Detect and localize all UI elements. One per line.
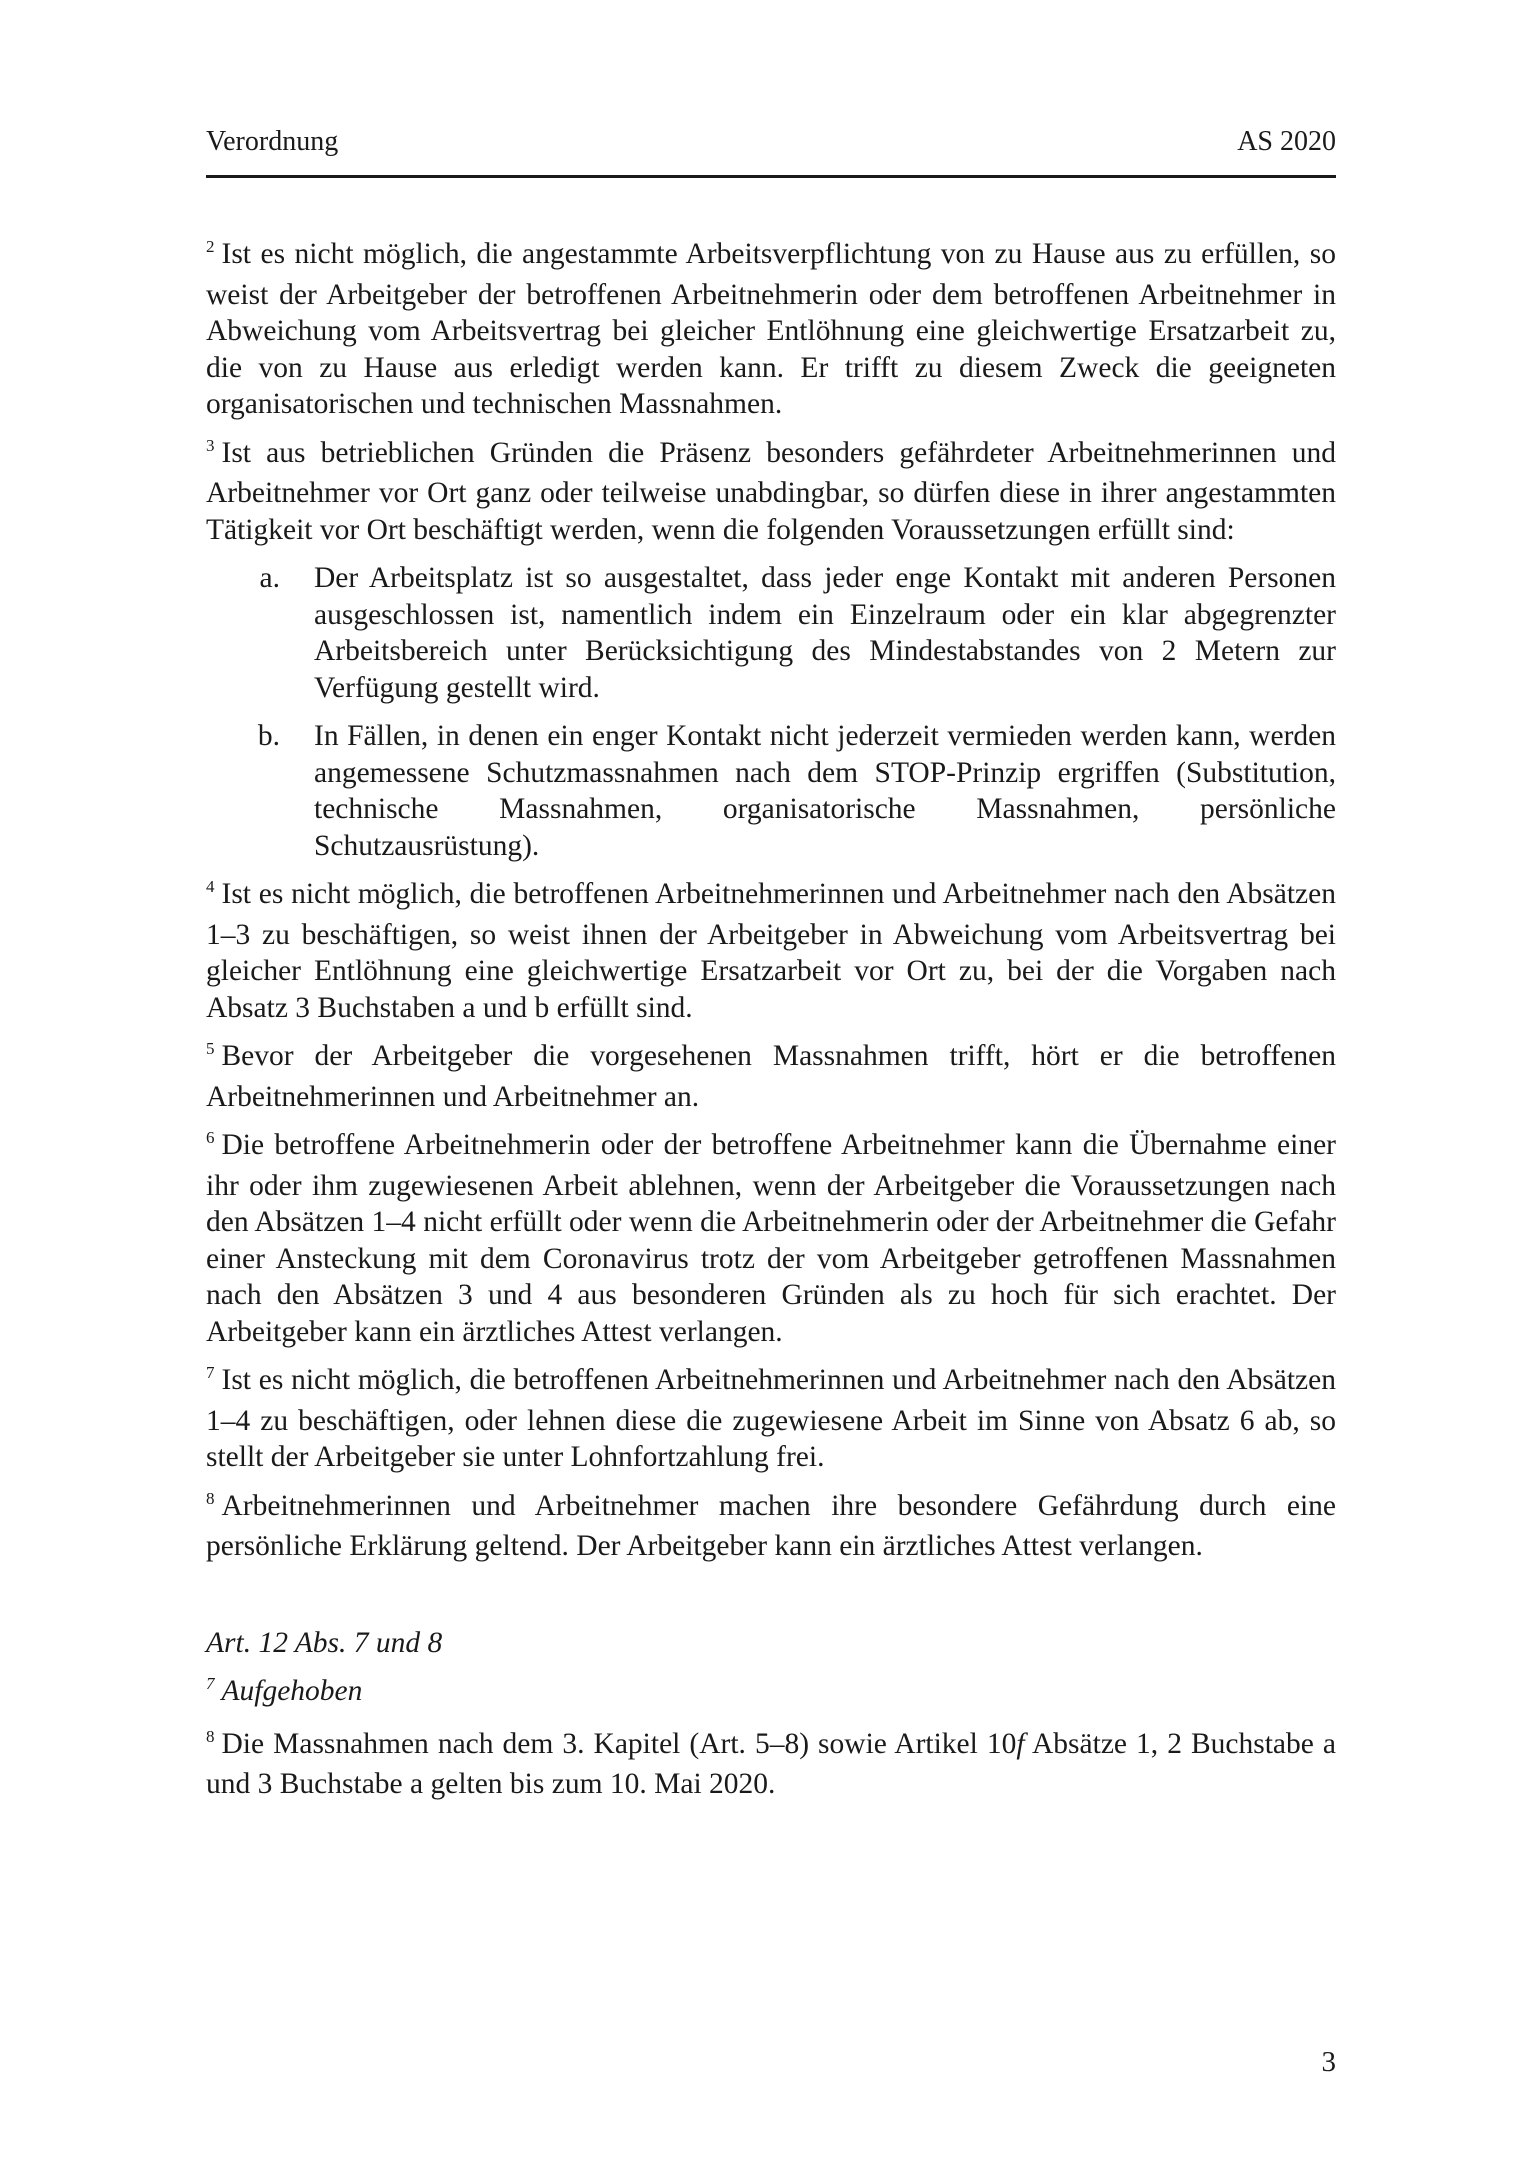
page-number: 3 [1321,2046,1336,2078]
paragraph-number: 5 [206,1039,215,1058]
paragraph-2 [206,236,1336,423]
paragraph-text-start: Die Massnahmen nach dem 3. Kapitel (Art. 5–8) sowie Artikel 10 [221,1727,1017,1760]
article-heading: Art. 12 Abs. 7 und 8 [206,1626,443,1659]
list-item-letter: b. [257,720,280,752]
paragraph-number: 4 [206,877,215,896]
list-item-text: In Fällen, in denen ein enger Kontakt nicht jederzeit vermieden werden kann, werden angemessene Schutzmassnahmen nach dem STOP-Prinzip ergriffen (Substitution, technische Massnahmen, organisatorische Massnahmen, persönliche Schutzausrüstung). [314,720,1336,862]
paragraph-number: 7 [206,1363,215,1382]
list-item-text: Der Arbeitsplatz ist so ausgestaltet, dass jeder enge Kontakt mit anderen Personen ausgeschlossen ist, namentlich indem ein Einzelraum oder ein klar abgegrenzter Arbeitsbereich unter Berücksichtigung des Mindestabstandes von 2 Metern zur Verfügung gestellt wird. [314,562,1336,704]
paragraph-text: Arbeitnehmerinnen und Arbeitnehmer machen ihre besondere Gefährdung durch eine persönliche Erklärung geltend. Der Arbeitgeber kann ein ärztliches Attest verlangen. [206,1489,1336,1562]
article-paragraph-8 [206,1726,1336,1803]
header-reference: AS 2020 [1237,126,1336,157]
running-header [206,124,1336,160]
paragraph-text: Ist es nicht möglich, die betroffenen Arbeitnehmerinnen und Arbeitnehmer nach den Absätzen 1–4 zu beschäftigen, oder lehnen diese die zugewiesene Arbeit im Sinne von Absatz 6 ab, so stellt der Arbeitgeber sie unter Lohnfortzahlung frei. [206,1364,1336,1473]
list-item-b [206,718,1336,864]
paragraph-text: Die betroffene Arbeitnehmerin oder der betroffene Arbeitnehmer kann die Übernahme einer ihr oder ihm zugewiesenen Arbeit ablehnen, wenn der Arbeitgeber die Voraussetzungen nach den Absätzen 1–4 nicht erfüllt oder wenn die Arbeitnehmerin oder der Arbeitnehmer die Gefahr einer Ansteckung mit dem Coronavirus trotz der vom Arbeitgeber getroffenen Massnahmen nach den Absätzen 3 und 4 aus besonderen Gründen als zu hoch für sich erachtet. Der Arbeitgeber kann ein ärztliches Attest verlangen. [206,1129,1336,1348]
paragraph-text-end: Absätze 1, 2 Buchstabe a und 3 Buchstabe a gelten bis zum 10. Mai 2020. [206,1727,1336,1800]
paragraph-number: 8 [206,1488,215,1508]
paragraph-5 [206,1038,1336,1115]
paragraph-number: 6 [206,1128,215,1147]
paragraph-text-italic: f [1016,1727,1025,1760]
header-title: Verordnung [206,126,339,157]
header-rule [206,175,1336,178]
article-paragraph-7 [206,1673,1336,1714]
paragraph-number: 8 [206,1726,215,1746]
paragraph-7 [206,1362,1336,1476]
paragraph-text: Ist aus betrieblichen Gründen die Präsenz besonders gefährdeter Arbeitnehmerinnen und Arbeitnehmer vor Ort ganz oder teilweise unabdingbar, so dürfen diese in ihrer angestammten Tätigkeit vor Ort beschäftigt werden, wenn die folgenden Voraussetzungen erfüllt sind: [206,436,1336,546]
paragraph-number: 3 [206,435,215,455]
list-item-letter: a. [259,562,280,594]
paragraph-text: Ist es nicht möglich, die betroffenen Arbeitnehmerinnen und Arbeitnehmer nach den Absätzen 1–3 zu beschäftigen, so weist ihnen der Arbeitgeber in Abweichung vom Arbeitsvertrag bei gleicher Entlöhnung eine gleichwertige Ersatzarbeit vor Ort zu, bei der die Vorgaben nach Absatz 3 Buchstaben a und b erfüllt sind. [206,878,1336,1024]
paragraph-4 [206,876,1336,1026]
paragraph-number: 2 [206,237,215,256]
list-item-a [206,560,1336,706]
paragraph-8 [206,1488,1336,1565]
document-body [206,236,1336,1815]
paragraph-text: Aufgehoben [221,1675,363,1707]
paragraph-6 [206,1127,1336,1350]
paragraph-text: Bevor der Arbeitgeber die vorgesehenen Massnahmen trifft, hört er die betroffenen Arbeitnehmerinnen und Arbeitnehmer an. [206,1040,1336,1113]
paragraph-3 [206,435,1336,549]
paragraph-number: 7 [206,1674,215,1693]
paragraph-text: Ist es nicht möglich, die angestammte Arbeitsverpflichtung von zu Hause aus zu erfüllen, so weist der Arbeitgeber der betroffenen Arbeitnehmerin oder dem betroffenen Arbeitnehmer in Abweichung vom Arbeitsvertrag bei gleicher Entlöhnung eine gleichwertige Ersatzarbeit zu, die von zu Hause aus erledigt werden kann. Er trifft zu diesem Zweck die geeigneten organisatorischen und technischen Massnahmen. [206,238,1336,420]
